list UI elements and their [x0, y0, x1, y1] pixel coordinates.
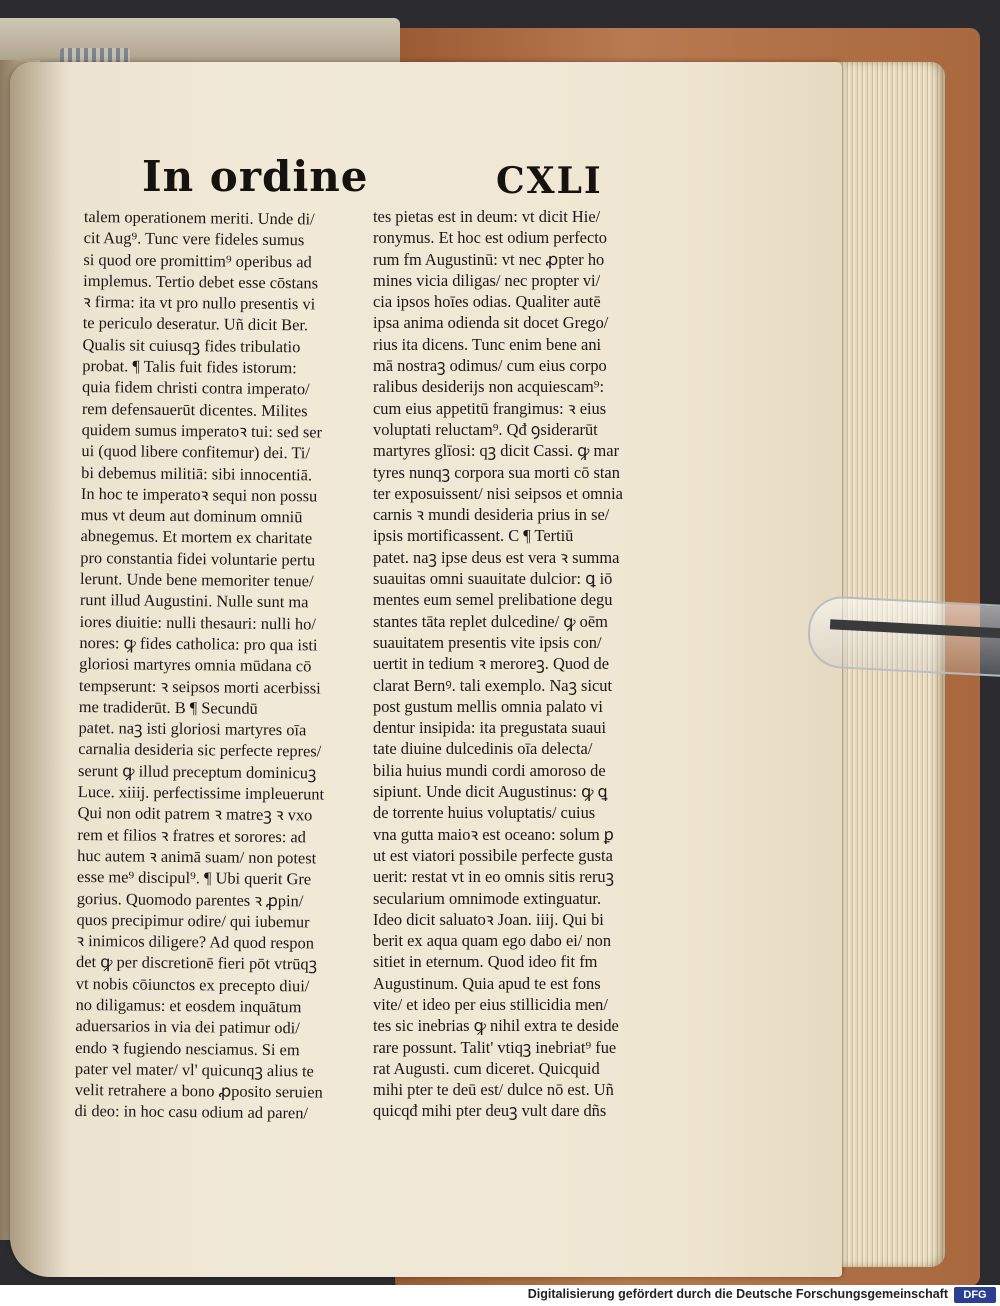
text-line: post gustum mellis omnia palato vi	[373, 696, 603, 716]
text-line: gorius. Quomodo parentes ꝛ ꝓpin/	[76, 888, 304, 910]
text-line: voluptati reluctam⁹. Qđ ꝯsiderarūt	[373, 419, 598, 439]
text-line: berit ex aqua quam ego dabo ei/ non	[373, 931, 612, 951]
text-line: implemus. Tertio debet esse cōstans	[83, 270, 319, 293]
text-line: no diligamus: et eosdem inquātum	[75, 994, 302, 1017]
text-line: sitiet in eternum. Quod ideo fit fm	[373, 952, 598, 972]
text-line: vna gutta maioꝛ est oceano: solum ꝑ	[373, 824, 614, 844]
text-line: rat Augusti. cum diceret. Quicquid	[373, 1058, 600, 1078]
text-line: rum fm Augustinū: vt nec ꝓpter ho	[373, 249, 605, 269]
text-line: te periculo deseratur. Uñ dicit Ber.	[82, 313, 309, 335]
text-line: tyres nunqꝫ corpora sua morti cō stan	[373, 462, 620, 482]
text-line: endo ꝛ fugiendo nesciamus. Si em	[75, 1037, 300, 1059]
text-line: uerit: restat vt in eo omnis sitis reruꝫ	[373, 867, 614, 887]
text-line: vt nobis cōiunctos ex precepto diui/	[75, 973, 310, 996]
text-line: ronymus. Et hoc est odium perfecto	[373, 228, 607, 248]
text-line: martyres glīosi: qꝫ dicit Cassi. ꝙ mar	[373, 441, 620, 461]
text-line: stantes tāta replet dulcedine/ ꝙ oēm	[373, 611, 608, 631]
text-line: ipsa anima odienda sit docet Grego/	[373, 313, 609, 333]
text-line: ralibus desiderijs non acquiescam⁹:	[373, 377, 605, 397]
text-line: cia ipsos hoīes odias. Qualiter autē	[373, 292, 601, 312]
text-line: de torrente huius voluptatis/ cuius	[373, 803, 596, 823]
text-line: runt illud Augustini. Nulle sunt ma	[79, 590, 309, 612]
text-line: tempserunt: ꝛ seipsos morti acerbissi	[78, 675, 321, 698]
text-line: quicqđ mihi pter deuꝫ vult dare dñs	[373, 1101, 607, 1121]
text-line: uertit in tedium ꝛ meroreꝫ. Quod de	[373, 654, 609, 674]
text-line: mines vicia diligas/ nec propter vi/	[373, 270, 601, 290]
text-line: si quod ore promittim⁹ operibus ad	[83, 249, 312, 271]
text-line: patet. naꝫ ipse deus est vera ꝛ summa	[373, 547, 620, 567]
text-line: Augustinum. Quia apud te est fons	[373, 973, 601, 993]
text-line: aduersarios in via dei patimur odi/	[75, 1016, 300, 1038]
text-column-right	[373, 206, 655, 1122]
text-line: Luce. xiiij. perfectissime impleuerunt	[77, 781, 325, 804]
text-line: clarat Bernꝰ. tali exemplo. Naꝫ sicut	[373, 675, 613, 695]
text-line: Ideo dicit saluatoꝛ Joan. iiij. Qui bi	[373, 909, 604, 929]
dfg-logo-icon: DFG	[954, 1287, 996, 1303]
text-line: carnis ꝛ mundi desideria prius in se/	[373, 505, 610, 525]
text-line: nores: ꝙ fides catholica: pro qua isti	[79, 632, 318, 655]
text-line: rius ita dicens. Tunc enim bene ani	[373, 334, 602, 354]
folio-number: CXLI	[496, 160, 603, 202]
text-line: probat. ¶ Talis fuit fides istorum:	[82, 356, 297, 378]
text-line: lerunt. Unde bene memoriter tenue/	[79, 569, 314, 591]
text-line: quia fidem christi contra imperato/	[82, 377, 310, 399]
text-line: carnalia desideria sic perfecte repres/	[78, 739, 322, 761]
text-line: bilia huius mundi cordi amoroso de	[373, 760, 606, 780]
text-line: esse me⁹ discipul⁹. ¶ Ubi querit Gre	[76, 867, 312, 889]
text-line: cit Aug⁹. Tunc vere fideles sumus	[83, 228, 305, 250]
text-line: tate diuine dulcedinis oīa delecta/	[373, 739, 593, 759]
text-line: gloriosi martyres omnia mūdana cō	[79, 654, 312, 676]
text-line: bi debemus militiā: sibi innocentiā.	[81, 462, 313, 484]
text-line: suauitas omni suauitate dulcior: ꝗ iō	[373, 569, 613, 589]
text-line: tes sic inebrias ꝙ nihil extra te deside	[373, 1016, 619, 1036]
page-curl-shadow	[10, 62, 70, 1277]
text-line: patet. naꝫ isti gloriosi martyres oīa	[78, 718, 307, 740]
text-line: ter exposuissent/ nisi seipsos et omnia	[373, 483, 623, 503]
text-line: pater vel mater/ vl' quicunqꝫ alius te	[74, 1058, 314, 1081]
text-line: huc autem ꝛ animā suam/ non potest	[77, 845, 317, 868]
text-line: quos precipimur odire/ qui iubemur	[76, 909, 310, 932]
text-line: rem et filios ꝛ fratres et sorores: ad	[77, 824, 307, 846]
text-line: pro constantia fidei voluntarie pertu	[80, 547, 316, 570]
footer-credit: Digitalisierung gefördert durch die Deutsche Forschungsgemeinschaft	[527, 1287, 948, 1301]
text-line: mā nostraꝫ odimus/ cum eius corpo	[373, 356, 607, 376]
text-line: me tradiderūt. B ¶ Secundū	[78, 696, 258, 718]
footer-bar	[0, 1285, 1000, 1306]
text-line: ui (quod libere confitemur) dei. Ti/	[81, 441, 311, 463]
text-column-left	[74, 206, 366, 1125]
text-line: ut est viatori possibile perfecte gusta	[373, 845, 613, 865]
text-line: mentes eum semel prelibatione degu	[373, 590, 613, 610]
text-line: Qualis sit cuiusqꝫ fides tribulatio	[82, 334, 301, 357]
text-line: ꝛ firma: ita vt pro nullo presentis vi	[82, 292, 316, 314]
text-line: rare possunt. Talit' vtiqꝫ inebriat⁹ fue	[373, 1037, 617, 1057]
text-line: vite/ et ideo per eius stillicidia men/	[373, 994, 608, 1014]
text-line: ꝛ inimicos diligere? Ad quod respon	[76, 931, 315, 953]
show-through-text	[92, 148, 141, 202]
text-line: secularium omnimode extinguatur.	[373, 888, 602, 908]
text-line: det ꝙ per discretionē fieri pōt vtrūqꝫ	[75, 952, 318, 974]
text-line: mihi pter te deū est/ dulce nō est. Uñ	[373, 1080, 614, 1100]
text-line: abnegemus. Et mortem ex charitate	[80, 526, 313, 548]
text-line: talem operationem meriti. Unde di/	[83, 206, 315, 229]
text-line: sipiunt. Unde dicit Augustinus: ꝙ ꝗ	[373, 782, 608, 802]
running-head: In ordine	[142, 152, 369, 201]
text-line: mus vt deum aut dominum omniū	[80, 505, 303, 527]
text-line: ipsis mortificassent. C ¶ Tertiū	[373, 526, 574, 546]
text-line: velit retrahere a bono ꝓposito seruien	[74, 1080, 323, 1102]
text-line: dentur insipida: ita pregustata suaui	[373, 718, 607, 738]
text-line: In hoc te imperatoꝛ sequi non possu	[80, 483, 318, 506]
text-line: di deo: in hoc casu odium ad paren/	[74, 1101, 309, 1123]
text-line: iores diuitie: nulli thesauri: nulli ho/	[79, 611, 317, 634]
text-line: Qui non odit patrem ꝛ matreꝫ ꝛ vxo	[77, 803, 313, 825]
text-line: rem defensauerūt dicentes. Milites	[81, 398, 308, 421]
text-line: cum eius appetitū frangimus: ꝛ eius	[373, 398, 607, 418]
text-line: serunt ꝙ illud preceptum dominicuꝫ	[77, 760, 317, 783]
text-line: tes pietas est in deum: vt dicit Hie/	[373, 207, 601, 226]
text-line: suauitatem presentis vite ipsis con/	[373, 632, 602, 652]
text-line: quidem sumus imperatoꝛ tui: sed ser	[81, 419, 323, 442]
